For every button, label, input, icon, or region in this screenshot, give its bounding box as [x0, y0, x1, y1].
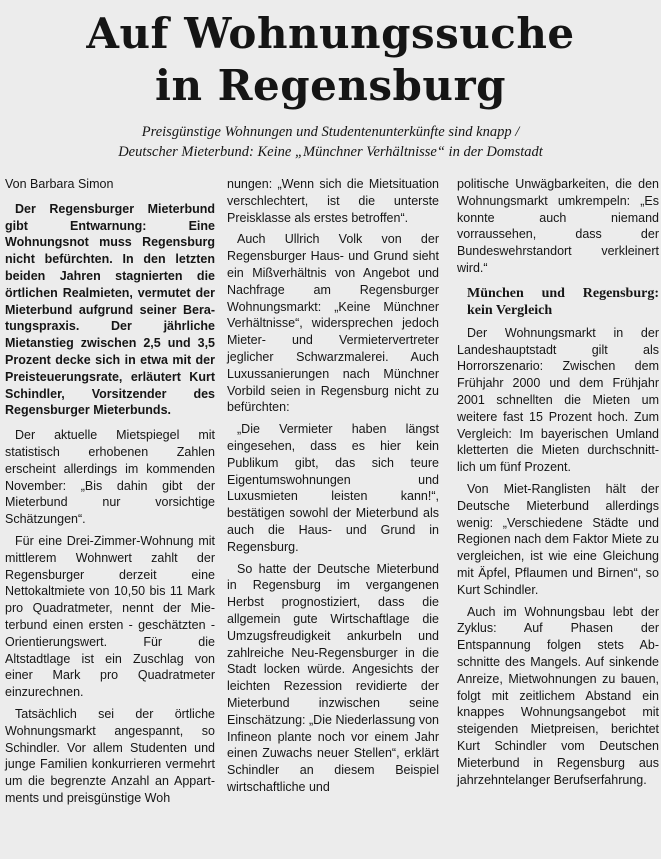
subheadline	[0, 122, 661, 162]
headline-line-1: Auf Wohnungssuche	[86, 9, 575, 58]
subheadline-line-1: Preisgünstige Wohnungen und Studentenunterkünfte sind knapp /	[141, 124, 520, 140]
paragraph: „Die Vermieter haben längst eingesehen, dass es hier kein Publikum gibt, das sich teure Eigentumswohnungen und Luxusmieten leisten kann!“, bestätigen sowohl der Mieterbund als auch die Haus- und Grund in Regensburg.	[227, 422, 439, 554]
column-1	[5, 176, 215, 812]
paragraph: Für eine Drei-Zimmer-Wohnung mit mittlerem Wohnwert zahlt der Regensburger derzeit eine Nettokaltmiete von 10,50 bis 11 Mark pro Quadratmeter, nennt der Mieterbund einen ersten - geschätzten - Orientierungswert. Für die Altstadtlage ist ein Zuschlag von einer Mark pro Quadratmeter einzurechnen.	[5, 533, 215, 700]
paragraph: nungen: „Wenn sich die Mietsituation verschlechtert, ist die unterste Preisklasse als erstes betroffen“.	[227, 177, 439, 225]
paragraph: Von Miet-Ranglisten hält der Deutsche Mieterbund allerdings wenig: „Verschiedene Städte und Regionen nach dem Faktor Miete zu vergleichen, ist wie eine Gleichung mit Äpfel, Pflaumen und Birnen“, so Kurt Schindler.	[457, 481, 659, 597]
headline-line-2: in Regensburg	[155, 61, 506, 110]
paragraph: So hatte der Deutsche Mieterbund in Regensburg im vergangenen Herbst prognostiziert, dass die allgemein gute Wirtschaftlage die Umzugsfreudigkeit ankurbeln und zahlreiche Neu-Regensburger in die Stadt locken würde. Angesichts der leichten Rezession revidierte der Mieterbund inzwischen seine Einschätzung: „Die Niederlassung von Infineon plante noch vor einem Jahr einen Zuwachs neuer Stellen“, erklärt Schindler an diesem Beispiel wirtschaftliche und	[227, 561, 439, 794]
section-subheading: München und Regensburg: kein Vergleich	[467, 285, 659, 318]
lead-paragraph: Der Regensburger Mieterbund gibt Entwarnung: Eine Wohnungsnot muss Regensburg nicht befürchten. In den letzten beiden Jahren stagnierten die örtlichen Realmieten, vermutet der Mieterbund aufgrund seiner Beratungspraxis. Der jährliche Mietanstieg zwischen 2,5 und 3,5 Prozent decke sich in etwa mit der Preisteuerungsrate, erläutert Kurt Schindler, Vorsitzender des Regensburger Mieterbunds.	[5, 201, 215, 418]
paragraph: Auch Ullrich Volk von der Regensburger Haus- und Grund sieht ein Mißverhältnis von Angebot und Nachfrage am Regensburger Wohnungsmarkt: „Keine Münchner Verhältnisse“, widersprechen jedoch Mieter- und Vermietervertreter jeglicher Schwarzmalerei. Auch Luxussanierungen nach Münchner Vorbild seien in Regensburg nicht zu befürchten:	[227, 232, 439, 415]
paragraph: Tatsächlich sei der örtliche Wohnungsmarkt angespannt, so Schindler. Vor allem Studenten und junge Familien konkurrieren vermehrt um die begrenzte Anzahl an Appartments und preisgünstige Woh	[5, 706, 215, 805]
paragraph: Auch im Wohnungsbau lebt der Zyklus: Auf Phasen der Entspannung folgen stets Abschnitte des Mangels. Auf sinkende Anreize, Mietwohnungen zu bauen, folgt mit zeitlichem Abstand ein knappes Wohnungsangebot mit steigenden Mietpreisen, berichtet Kurt Schindler vom Deutschen Mieterbund in Regensburg aus jahrzehntelanger Berufserfahrung.	[457, 604, 659, 787]
byline: Von Barbara Simon	[5, 177, 114, 191]
paragraph: politische Unwägbarkeiten, die den Wohnungsmarkt umkrempeln: „Es konnte auch niemand vorraussehen, dass der Bundeswehrstandort verkleinert wird.“	[457, 177, 659, 275]
paragraph: Der aktuelle Mietspiegel mit statistisch erhobenen Zahlen erscheint allerdings im kommenden November: „Bis dahin gibt der Mieterbund nur vorsichtige Schätzungen“.	[5, 428, 215, 527]
headline	[0, 0, 661, 112]
column-3	[457, 176, 659, 793]
subheadline-line-2: Deutscher Mieterbund: Keine „Münchner Verhältnisse“ in der Domstadt	[118, 144, 543, 160]
column-2	[227, 176, 439, 801]
paragraph: Der Wohnungsmarkt in der Landeshauptstadt gilt als Horrorszenario: Zwischen dem Frühjahr 2000 und dem Frühjahr 2001 schnellten die Mieten um weitere fast 15 Prozent hoch. Zum Vergleich: Im bayerischen Umland kletterten die Mieten durchschnittlich um fünf Prozent.	[457, 325, 659, 475]
